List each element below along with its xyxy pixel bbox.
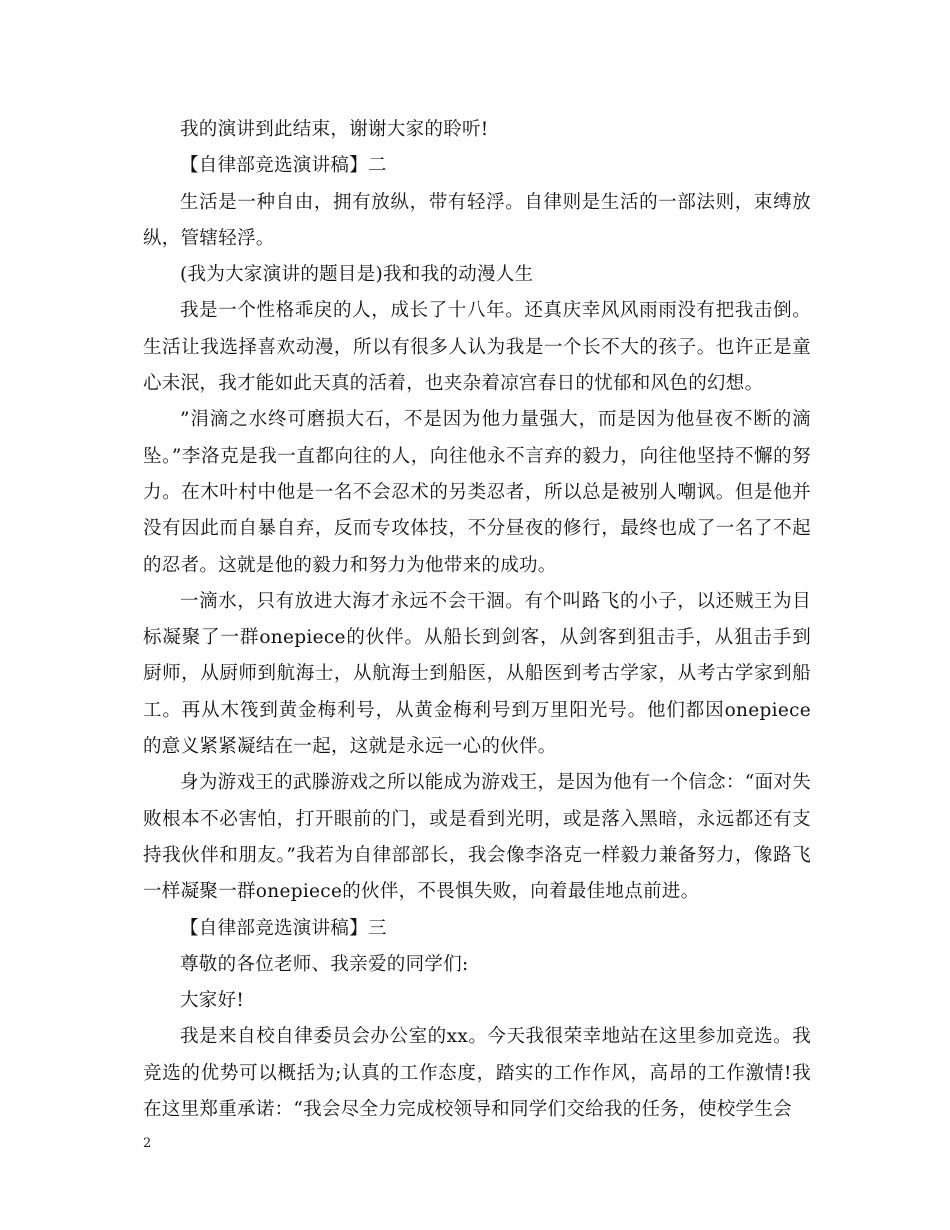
salutation: 尊敬的各位老师、我亲爱的同学们:	[180, 953, 469, 975]
paragraph-luffy: 一滴水，只有放进大海才永远不会干涸。有个叫路飞的小子，以还贼王为目标凝聚了一群onepiece的伙伴。从船长到剑客，从剑客到狙击手，从狙击手到厨师，从厨师到航海士，从航海士到船医，从船医到考古学家，从考古学家到船工。再从木筏到黄金梅利号，从黄金梅利号到万里阳光号。他们都因onepiece的意义紧紧凝结在一起，这就是永远一心的伙伴。	[143, 590, 811, 758]
paragraph-closing: 我的演讲到此结束，谢谢大家的聆听!	[180, 119, 489, 140]
paragraph-self-intro: 我是一个性格乖戾的人，成长了十八年。还真庆幸风风雨雨没有把我击倒。生活让我选择喜欢动漫，所以有很多人认为我是一个长不大的孩子。也许正是童心未泯，我才能如此天真的活着，也夹杂着凉宫春日的忧郁和风色的幻想。	[143, 300, 811, 395]
document-body	[143, 112, 811, 1128]
paragraph-yugi: 身为游戏王的武滕游戏之所以能成为游戏王，是因为他有一个信念：“面对失败根本不必害怕，打开眼前的门，或是看到光明，或是落入黑暗，永远都还有支持我伙伴和朋友。”我若为自律部部长，我会像李洛克一样毅力兼备努力，像路飞一样凝聚一群onepiece的伙伴，不畏惧失败，向着最佳地点前进。	[143, 772, 811, 903]
greeting: 大家好!	[180, 990, 245, 1012]
paragraph-rock-lee: ”涓滴之水终可磨损大石，不是因为他力量强大，而是因为他昼夜不断的滴坠。”李洛克是我一直都向往的人，向往他永不言弃的毅力，向往他坚持不懈的努力。在木叶村中他是一名不会忍术的另类忍者，所以总是被别人嘲讽。但是他并没有因此而自暴自弃，反而专攻体技，不分昼夜的修行，最终也成了一名了不起的忍者。这就是他的毅力和努力为他带来的成功。	[143, 409, 811, 576]
paragraph-candidate: 我是来自校自律委员会办公室的xx。今天我很荣幸地站在这里参加竞选。我竞选的优势可以概括为;认真的工作态度，踏实的工作作风，高昂的工作激情!我在这里郑重承诺：“我会尽全力完成校领导和同学们交给我的任务，使校学生会	[143, 1026, 811, 1121]
section-heading-three: 【自律部竞选演讲稿】三	[180, 917, 387, 939]
page-number: 2	[143, 1136, 152, 1151]
section-heading-two: 【自律部竞选演讲稿】二	[180, 155, 387, 177]
paragraph-intro: 生活是一种自由，拥有放纵，带有轻浮。自律则是生活的一部法则，束缚放纵，管辖轻浮。	[143, 191, 811, 249]
speech-title: (我为大家演讲的题目是)我和我的动漫人生	[180, 264, 534, 286]
